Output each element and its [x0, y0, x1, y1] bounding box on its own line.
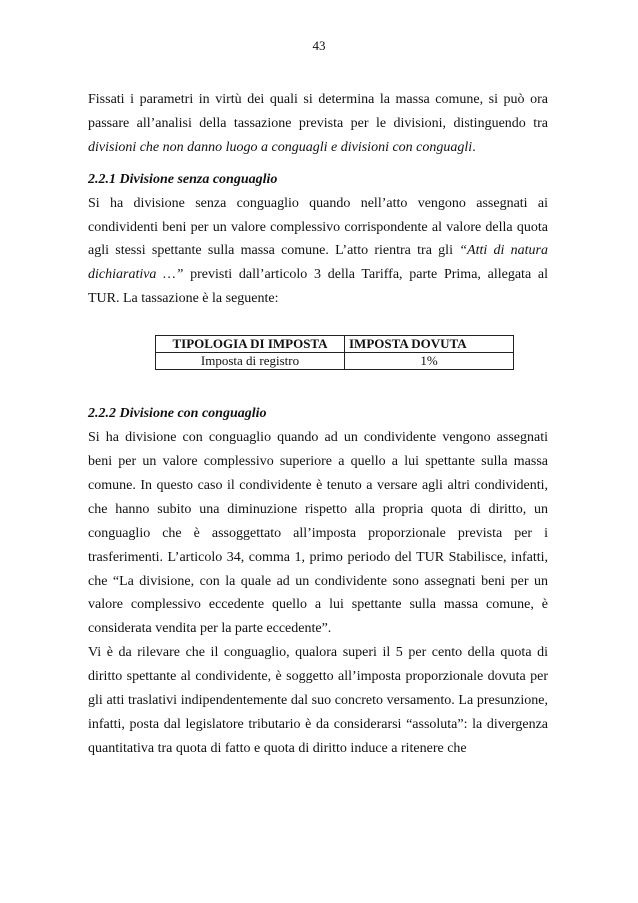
table-row	[156, 353, 514, 370]
section-heading-2-2-1: 2.2.1 Divisione senza conguaglio	[88, 171, 278, 187]
intro-paragraph	[88, 88, 548, 160]
table-cell: 1%	[345, 353, 514, 370]
table-header-cell: IMPOSTA DOVUTA	[345, 336, 514, 353]
intro-end: .	[472, 139, 476, 155]
section2-paragraph-1: Si ha divisione con conguaglio quando ad un condividente vengono assegnati beni per un valore complessivo superiore a quello a lui spettante sulla massa comune. In questo caso il condividente è tenuto a versare agli altri condividenti, che hanno subito una diminuzione rispetto alla propria quota di diritto, un conguaglio che è assoggettato all’imposta proporzionale prevista per i trasferimenti. L’articolo 34, comma 1, primo periodo del TUR Stabilisce, infatti, che “La divisione, con la quale ad un condividente sono assegnati beni per un valore complessivo eccedente quello a lui spettante sulla massa comune, è considerata vendita per la parte eccedente”.	[88, 430, 548, 637]
table-header-row	[156, 336, 514, 353]
section1-text: Si ha divisione senza conguaglio quando nell’atto vengono assegnati ai condividenti beni per un valore complessivo corrispondente al valore della quota agli stessi spettante sulla massa comune. L’atto rientra tra gli	[88, 195, 548, 259]
page-number: 43	[312, 38, 326, 53]
table-cell: Imposta di registro	[156, 353, 345, 370]
section1-italic: “Atti di natura dichiarativa …”	[88, 243, 549, 283]
intro-text: Fissati i parametri in virtù dei quali si determina la massa comune, si può ora passare all’analisi della tassazione prevista per le divisioni, distinguendo tra	[88, 92, 548, 131]
section1-text-end: previsti dall’articolo 3 della Tariffa, parte Prima, allegata al TUR. La tassazione è la seguente:	[88, 267, 548, 307]
tax-table	[155, 335, 514, 370]
section1-paragraph	[88, 192, 548, 312]
document-body	[88, 88, 548, 761]
section2-paragraph-2: Vi è da rilevare che il conguaglio, qualora superi il 5 per cento della quota di diritto spettante al condividente, è soggetto all’imposta proporzionale dovuta per gli atti traslativi indipendentemente dal suo concreto versamento. La presunzione, infatti, posta dal legislatore tributario è da considerarsi “assoluta”: la divergenza quantitativa tra quota di fatto e quota di diritto induce a ritenere che	[88, 645, 548, 756]
section-heading-2-2-2: 2.2.2 Divisione con conguaglio	[88, 406, 267, 422]
intro-italic: divisioni che non danno luogo a conguagli e divisioni con conguagli	[88, 139, 473, 155]
table-header-cell: TIPOLOGIA DI IMPOSTA	[156, 336, 345, 353]
